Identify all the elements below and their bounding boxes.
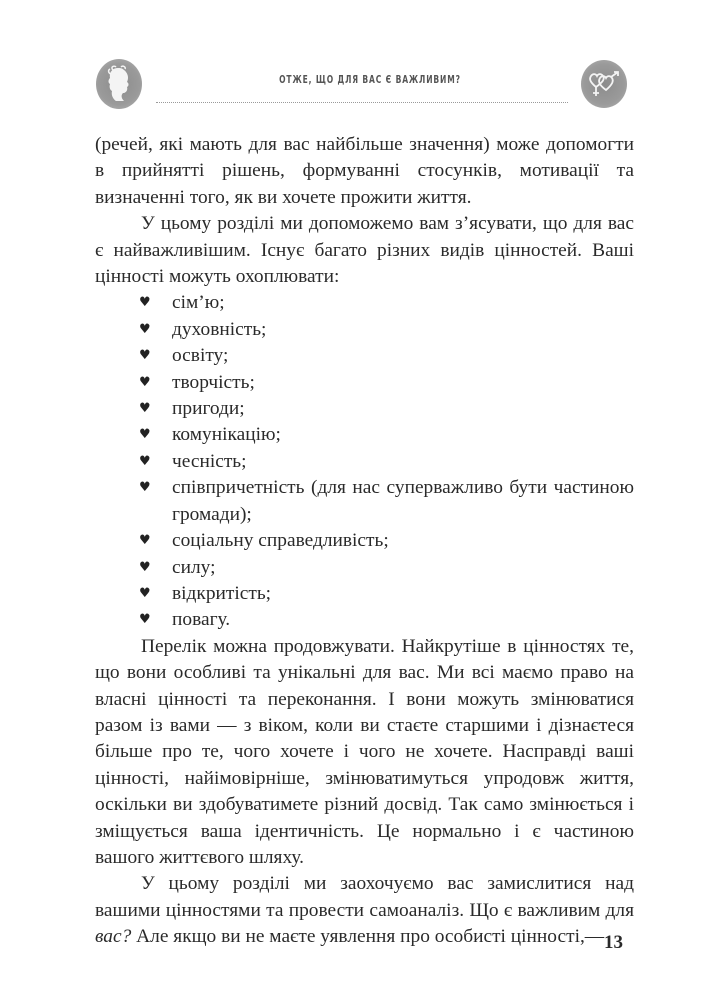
- heart-bullet-icon: ♥: [139, 559, 151, 575]
- page-number: 13: [604, 932, 623, 953]
- list-item: ♥ творчість;: [95, 370, 634, 396]
- list-item: ♥ соціальну справедливість;: [95, 528, 634, 554]
- list-item: ♥ повагу.: [95, 607, 634, 633]
- gender-hearts-icon: [581, 60, 627, 108]
- heart-bullet-icon: ♥: [139, 295, 151, 311]
- paragraph-self-analysis: У цьому розділі ми заохочуємо вас замислитися над вашими цінностями та провести самоаналіз. Що є важливим для вас? Але якщо ви не маєте уявлення про особисті цінності,—: [95, 873, 634, 948]
- list-item: ♥ силу;: [95, 555, 634, 581]
- heart-bullet-icon: ♥: [139, 427, 151, 443]
- paragraph-continuation: (речей, які мають для вас найбільше значення) може допомогти в прийнятті рішень, формуванні стосунків, мотивації та визначенні того, як ви хочете прожити життя.: [95, 134, 634, 208]
- heart-bullet-icon: ♥: [139, 321, 151, 337]
- list-item: ♥ співпричетність (для нас суперважливо бути частиною громади);: [139, 477, 634, 525]
- values-list: [95, 290, 634, 633]
- heart-bullet-icon: ♥: [139, 348, 151, 364]
- page-header: [0, 0, 728, 120]
- list-item: ♥ комунікацію;: [95, 422, 634, 448]
- emphasis-text: вас?: [95, 926, 132, 948]
- list-item: ♥ відкритість;: [95, 581, 634, 607]
- heart-bullet-icon: ♥: [139, 453, 151, 469]
- heart-bullet-icon: ♥: [139, 533, 151, 549]
- heart-bullet-icon: ♥: [139, 612, 151, 628]
- running-title: ОТЖЕ, ЩО ДЛЯ ВАС Є ВАЖЛИВИМ?: [279, 74, 461, 86]
- list-item: ♥ чесність;: [95, 449, 634, 475]
- header-divider: [156, 102, 568, 103]
- heart-bullet-icon: ♥: [139, 401, 151, 417]
- list-item: ♥ освіту;: [95, 343, 634, 369]
- heart-bullet-icon: ♥: [139, 480, 151, 496]
- list-item: ♥ сім’ю;: [95, 290, 634, 316]
- heart-bullet-icon: ♥: [139, 585, 151, 601]
- paragraph-values-change: Перелік можна продовжувати. Найкрутіше в цінностях те, що вони особливі та унікальні для вас. Ми всі маємо право на власні цінності та переконання. І вони можуть змінюватися разом із вами — з віком, коли ви стаєте старшими і дізнаєтеся більше про те, чого хочете і чого не хочете. Насправді ваші цінності, найімовірніше, змінюватимуться упродовж життя, оскільки ви здобуватимете різний досвід. Так само змінюється і зміщується ваша ідентичність. Це нормально і є частиною вашого життєвого шляху.: [95, 635, 634, 868]
- paragraph-intro: У цьому розділі ми допоможемо вам з’ясувати, що для вас є найважливішим. Існує багато різних видів цінностей. Ваші цінності можуть охоплювати:: [95, 213, 634, 288]
- heart-bullet-icon: ♥: [139, 374, 151, 390]
- list-item: ♥ пригоди;: [95, 396, 634, 422]
- woman-profile-icon: [96, 59, 142, 109]
- list-item: ♥ духовність;: [95, 317, 634, 343]
- page-body: [95, 132, 634, 951]
